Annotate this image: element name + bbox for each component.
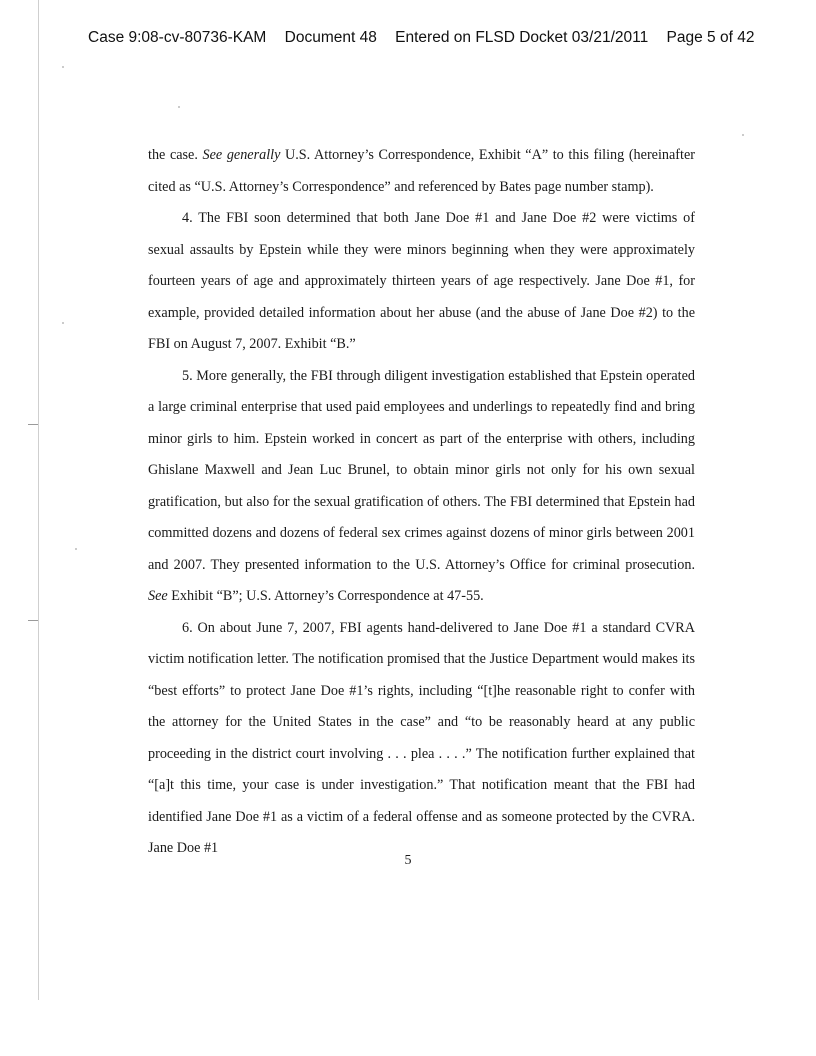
scan-margin-tick (28, 620, 38, 621)
scan-margin-line (38, 0, 39, 1000)
docket-header (88, 29, 754, 47)
page-number: 5 (404, 853, 412, 868)
header-case-number: Case 9:08-cv-80736-KAM (88, 29, 267, 46)
document-body (148, 140, 695, 865)
scan-speck (178, 106, 180, 108)
scan-speck (62, 322, 64, 324)
paragraph-6: 6. On about June 7, 2007, FBI agents hand-delivered to Jane Doe #1 a standard CVRA victim notification letter. The notification promised that the Justice Department would makes its “best efforts” to protect Jane Doe #1’s rights, including “[t]he reasonable right to confer with the attorney for the United States in the case” and “to be reasonably heard at any public proceeding in the district court involving . . . plea . . . .” The notification further explained that “[a]t this time, your case is under investigation.” That notification meant that the FBI had identified Jane Doe #1 as a victim of a federal offense and as someone protected by the CVRA. Jane Doe #1 (148, 619, 695, 856)
header-page: Page 5 of 42 (666, 29, 755, 46)
scan-speck (75, 548, 77, 550)
header-document: Document 48 (284, 29, 377, 46)
paragraph-intro: the case. See generally U.S. Attorney’s Correspondence, Exhibit “A” to this filing (hereinafter cited as “U.S. Attorney’s Correspondence” and referenced by Bates page number stamp). (148, 147, 695, 195)
header-entered: Entered on FLSD Docket 03/21/2011 (395, 29, 649, 46)
scan-margin-tick (28, 424, 38, 425)
scan-speck (742, 134, 744, 136)
scan-speck (62, 66, 64, 68)
paragraph-4: 4. The FBI soon determined that both Jane Doe #1 and Jane Doe #2 were victims of sexual assaults by Epstein while they were minors beginning when they were approximately fourteen years of age and approximately thirteen years of age respectively. Jane Doe #1, for example, provided detailed information about her abuse (and the abuse of Jane Doe #2) to the FBI on August 7, 2007. Exhibit “B.” (148, 210, 695, 352)
paragraph-5: 5. More generally, the FBI through diligent investigation established that Epstein operated a large criminal enterprise that used paid employees and underlings to repeatedly find and bring minor girls to him. Epstein worked in concert as part of the enterprise with others, including Ghislane Maxwell and Jean Luc Brunel, to obtain minor girls not only for his own sexual gratification, but also for the sexual gratification of others. The FBI determined that Epstein had committed dozens and dozens of federal sex crimes against dozens of minor girls between 2001 and 2007. They presented information to the U.S. Attorney’s Office for criminal prosecution. See Exhibit “B”; U.S. Attorney’s Correspondence at 47-55. (148, 367, 695, 604)
